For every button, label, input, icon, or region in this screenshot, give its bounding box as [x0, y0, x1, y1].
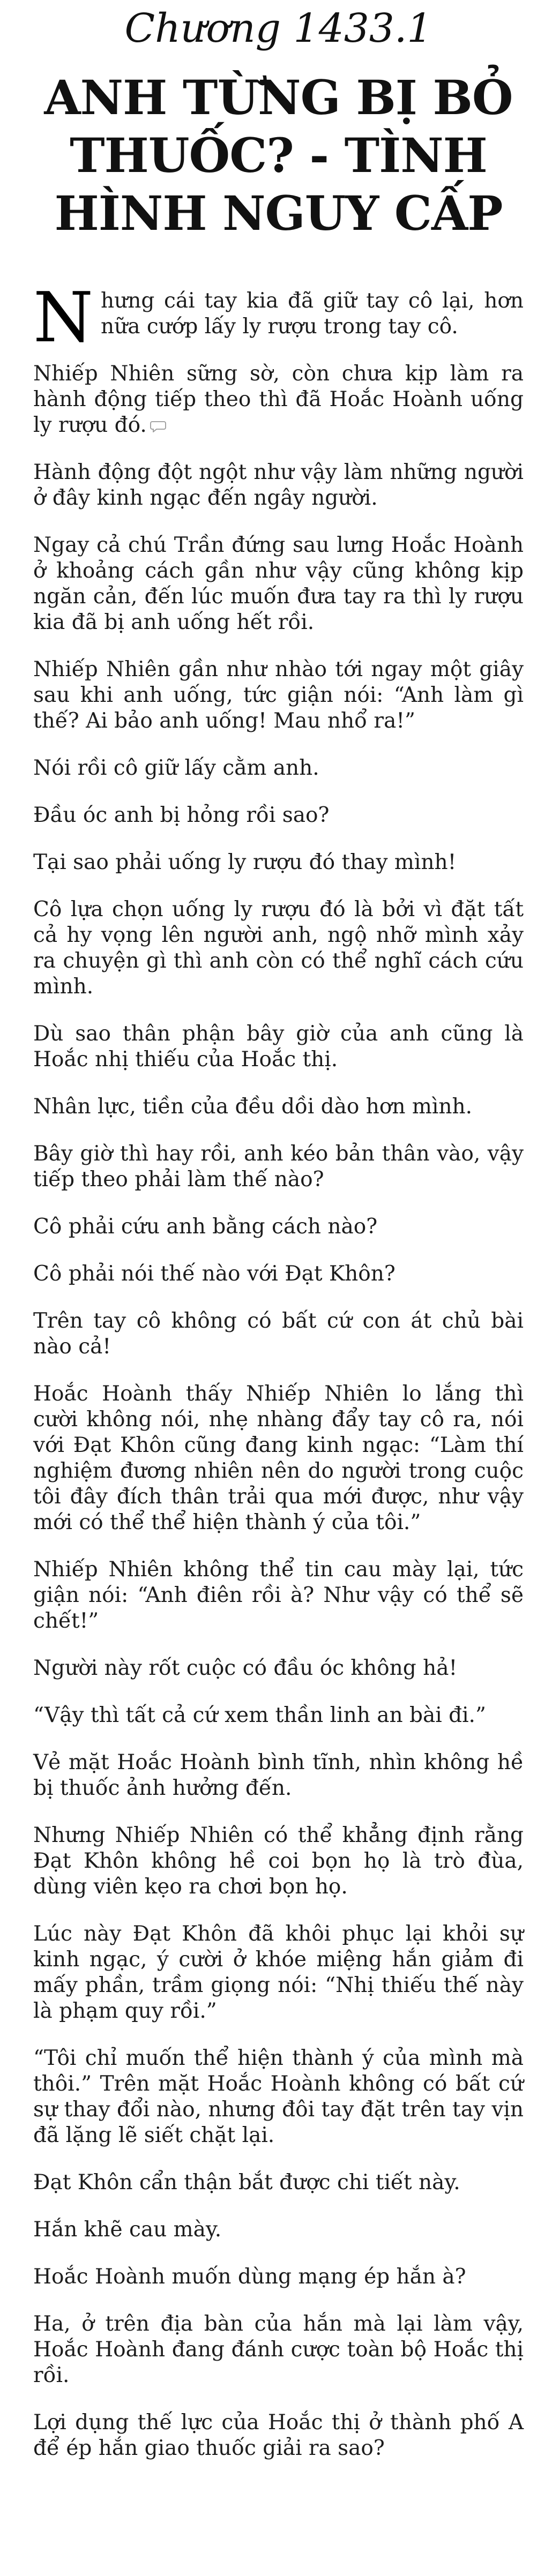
- paragraph-text: Ngay cả chú Trần đứng sau lưng Hoắc Hoành ở khoảng cách gần như vậy cũng không kịp ngăn cản, đến lúc muốn đưa tay ra thì ly rượu kia đã bị anh uống hết rồi.: [33, 533, 524, 634]
- paragraph: [33, 1214, 524, 1240]
- paragraph: [33, 1703, 524, 1728]
- paragraph-text: Nhiếp Nhiên không thể tin cau mày lại, tức giận nói: “Anh điên rồi à? Như vậy có thể sẽ chết!”: [33, 1557, 524, 1633]
- paragraph-text: hưng cái tay kia đã giữ tay cô lại, hơn nữa cướp lấy ly rượu trong tay cô.: [101, 289, 524, 339]
- paragraph: [33, 1094, 524, 1120]
- paragraph: [33, 2170, 524, 2196]
- paragraph: [33, 460, 524, 511]
- chapter-title: ANH TỪNG BỊ BỎ THUỐC? - TÌNH HÌNH NGUY CẤP: [44, 70, 513, 241]
- paragraph: [33, 1308, 524, 1360]
- paragraph-text: Nhân lực, tiền của đều dồi dào hơn mình.: [33, 1095, 472, 1119]
- paragraph: [33, 1021, 524, 1073]
- paragraph: [33, 2311, 524, 2388]
- comment-bubble-icon[interactable]: [150, 421, 166, 432]
- paragraph-text: Ha, ở trên địa bàn của hắn mà lại làm vậy, Hoắc Hoành đang đánh cược toàn bộ Hoắc thị rồi.: [33, 2312, 524, 2387]
- paragraph: [33, 2410, 524, 2461]
- paragraph-text: “Tôi chỉ muốn thể hiện thành ý của mình mà thôi.” Trên mặt Hoắc Hoành không có bất cứ sự thay đổi nào, nhưng đôi tay đặt trên tay vịn đã lặng lẽ siết chặt lại.: [33, 2046, 524, 2147]
- paragraph: [33, 1557, 524, 1634]
- paragraph-text: Cô phải cứu anh bằng cách nào?: [33, 1215, 378, 1239]
- paragraph-text: Hoắc Hoành muốn dùng mạng ép hắn à?: [33, 2265, 466, 2289]
- paragraph-text: Hắn khẽ cau mày.: [33, 2218, 222, 2242]
- paragraph: [33, 1823, 524, 1900]
- paragraph: [33, 1656, 524, 1681]
- paragraph: [33, 1750, 524, 1801]
- paragraph: [33, 1921, 524, 2024]
- paragraph: [33, 1141, 524, 1193]
- paragraph: [33, 1381, 524, 1536]
- paragraph-text: Lợi dụng thế lực của Hoắc thị ở thành phố A để ép hắn giao thuốc giải ra sao?: [33, 2410, 524, 2460]
- paragraph: [33, 657, 524, 734]
- paragraph-text: Vẻ mặt Hoắc Hoành bình tĩnh, nhìn không hề bị thuốc ảnh hưởng đến.: [33, 1750, 524, 1800]
- paragraph: [33, 2046, 524, 2148]
- paragraph-text: Bây giờ thì hay rồi, anh kéo bản thân vào, vậy tiếp theo phải làm thế nào?: [33, 1142, 524, 1192]
- paragraph-text: Cô lựa chọn uống ly rượu đó là bởi vì đặt tất cả hy vọng lên người anh, ngộ nhỡ mình xảy ra chuyện gì thì anh còn có thể nghĩ cách cứu mình.: [33, 897, 524, 999]
- paragraph-text: Người này rốt cuộc có đầu óc không hả!: [33, 1656, 458, 1680]
- paragraph: [33, 533, 524, 635]
- paragraph-text: Đạt Khôn cẩn thận bắt được chi tiết này.: [33, 2170, 460, 2195]
- chapter-body: [33, 278, 524, 2461]
- paragraph-text: Trên tay cô không có bất cứ con át chủ bài nào cả!: [33, 1309, 524, 1359]
- paragraph-text: Nhiếp Nhiên gần như nhào tới ngay một giây sau khi anh uống, tức giận nói: “Anh làm gì thế? Ai bảo anh uống! Mau nhổ ra!”: [33, 657, 524, 733]
- paragraph-text: Nói rồi cô giữ lấy cằm anh.: [33, 756, 319, 780]
- paragraph: [33, 278, 524, 358]
- paragraph: [33, 361, 524, 438]
- paragraph: [33, 850, 524, 875]
- paragraph-text: Hành động đột ngột như vậy làm những người ở đây kinh ngạc đến ngây người.: [33, 460, 524, 510]
- paragraph: [33, 803, 524, 828]
- paragraph: [33, 897, 524, 1000]
- paragraph-text: Hoắc Hoành thấy Nhiếp Nhiên lo lắng thì cười không nói, nhẹ nhàng đẩy tay cô ra, nói với Đạt Khôn cũng đang kinh ngạc: “Làm thí nghiệm đương nhiên nên do người trong cuộc tôi đây đích thân trải qua mới được, như vậy mới có thể thể hiện thành ý của tôi.”: [33, 1382, 524, 1534]
- paragraph-text: Nhưng Nhiếp Nhiên có thể khẳng định rằng Đạt Khôn không hề coi bọn họ là trò đùa, dùng viên kẹo ra chơi bọn họ.: [33, 1823, 524, 1899]
- paragraph-text: Đầu óc anh bị hỏng rồi sao?: [33, 803, 330, 827]
- paragraph-text: Dù sao thân phận bây giờ của anh cũng là Hoắc nhị thiếu của Hoắc thị.: [33, 1022, 524, 1072]
- paragraph-text: Lúc này Đạt Khôn đã khôi phục lại khỏi sự kinh ngạc, ý cười ở khóe miệng hắn giảm đi mấy phần, trầm giọng nói: “Nhị thiếu thế này là phạm quy rồi.”: [33, 1922, 524, 2023]
- paragraph-text: Nhiếp Nhiên sững sờ, còn chưa kịp làm ra hành động tiếp theo thì đã Hoắc Hoành uống ly rượu đó.: [33, 362, 524, 437]
- paragraph: [33, 2264, 524, 2290]
- paragraph-text: Cô phải nói thế nào với Đạt Khôn?: [33, 1262, 396, 1286]
- drop-cap: N: [33, 278, 93, 358]
- chapter-number: Chương 1433.1: [124, 5, 432, 51]
- paragraph: [33, 2217, 524, 2243]
- paragraph: [33, 755, 524, 781]
- paragraph-text: Tại sao phải uống ly rượu đó thay mình!: [33, 850, 457, 874]
- paragraph-text: “Vậy thì tất cả cứ xem thần linh an bài đi.”: [33, 1703, 486, 1727]
- paragraph: [33, 1261, 524, 1287]
